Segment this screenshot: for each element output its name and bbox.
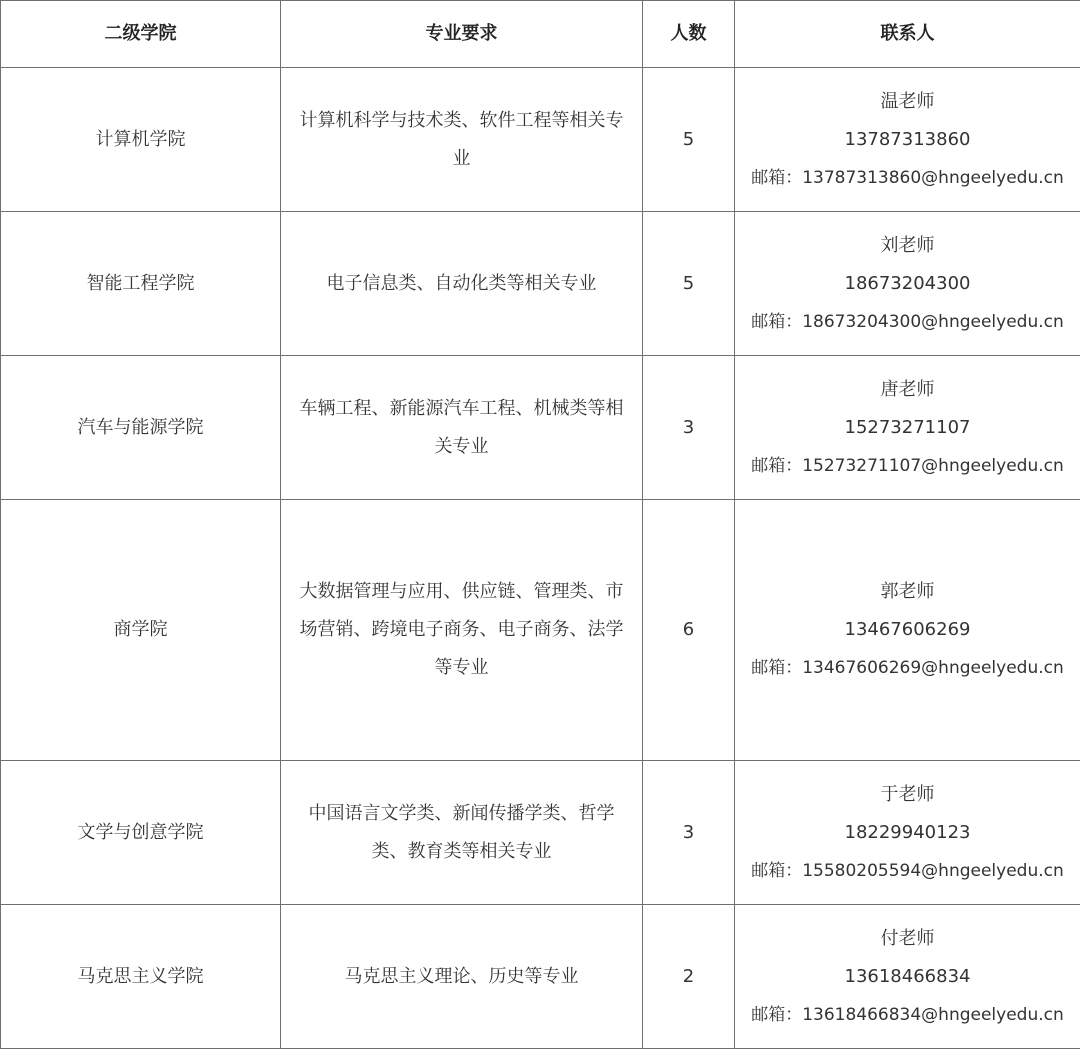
major-cell: 马克思主义理论、历史等专业 xyxy=(281,905,643,1049)
table-row xyxy=(1,500,1080,761)
count-cell: 2 xyxy=(643,905,735,1049)
header-contact: 联系人 xyxy=(735,1,1080,68)
contact-phone: 18229940123 xyxy=(844,821,971,843)
header-row xyxy=(1,1,1080,68)
contact-email: 邮箱：15273271107@hngeelyedu.cn xyxy=(751,455,1064,476)
contact-teacher: 郭老师 xyxy=(880,581,935,602)
contact-email: 邮箱：13618466834@hngeelyedu.cn xyxy=(751,1004,1064,1025)
contact-phone: 15273271107 xyxy=(844,416,971,438)
count-cell: 5 xyxy=(643,68,735,212)
header-college: 二级学院 xyxy=(1,1,281,68)
table-row xyxy=(1,905,1080,1049)
contact-cell xyxy=(735,212,1080,356)
contact-cell xyxy=(735,68,1080,212)
contact-email: 邮箱：15580205594@hngeelyedu.cn xyxy=(751,860,1064,881)
table-row xyxy=(1,212,1080,356)
college-cell: 文学与创意学院 xyxy=(1,761,281,905)
header-major: 专业要求 xyxy=(281,1,643,68)
college-cell: 商学院 xyxy=(1,500,281,761)
contact-teacher: 刘老师 xyxy=(880,234,935,256)
count-cell: 3 xyxy=(643,761,735,905)
contact-phone: 13618466834 xyxy=(844,965,971,987)
contact-cell xyxy=(735,500,1080,761)
contact-teacher: 付老师 xyxy=(880,927,935,949)
major-cell: 计算机科学与技术类、软件工程等相关专业 xyxy=(281,68,643,212)
contact-teacher: 于老师 xyxy=(880,783,935,805)
contact-cell xyxy=(735,356,1080,500)
table-row xyxy=(1,356,1080,500)
count-cell: 5 xyxy=(643,212,735,356)
major-cell: 中国语言文学类、新闻传播学类、哲学类、教育类等相关专业 xyxy=(281,761,643,905)
college-cell: 计算机学院 xyxy=(1,68,281,212)
count-cell: 3 xyxy=(643,356,735,500)
table-row xyxy=(1,761,1080,905)
contact-email: 邮箱：18673204300@hngeelyedu.cn xyxy=(751,311,1064,332)
major-cell: 大数据管理与应用、供应链、管理类、市场营销、跨境电子商务、电子商务、法学等专业 xyxy=(281,500,643,761)
contact-cell xyxy=(735,761,1080,905)
contact-phone: 13787313860 xyxy=(844,128,971,150)
header-count: 人数 xyxy=(643,1,735,68)
contact-teacher: 唐老师 xyxy=(880,378,935,400)
major-cell: 车辆工程、新能源汽车工程、机械类等相关专业 xyxy=(281,356,643,500)
college-cell: 马克思主义学院 xyxy=(1,905,281,1049)
contact-email: 邮箱：13787313860@hngeelyedu.cn xyxy=(751,167,1064,188)
count-cell: 6 xyxy=(643,500,735,761)
contact-teacher: 温老师 xyxy=(880,90,935,112)
college-cell: 智能工程学院 xyxy=(1,212,281,356)
contact-phone: 18673204300 xyxy=(844,272,971,294)
contact-email: 邮箱：13467606269@hngeelyedu.cn xyxy=(751,658,1064,678)
table-row xyxy=(1,68,1080,212)
contact-phone: 13467606269 xyxy=(844,619,971,640)
contact-cell xyxy=(735,905,1080,1049)
major-cell: 电子信息类、自动化类等相关专业 xyxy=(281,212,643,356)
college-cell: 汽车与能源学院 xyxy=(1,356,281,500)
